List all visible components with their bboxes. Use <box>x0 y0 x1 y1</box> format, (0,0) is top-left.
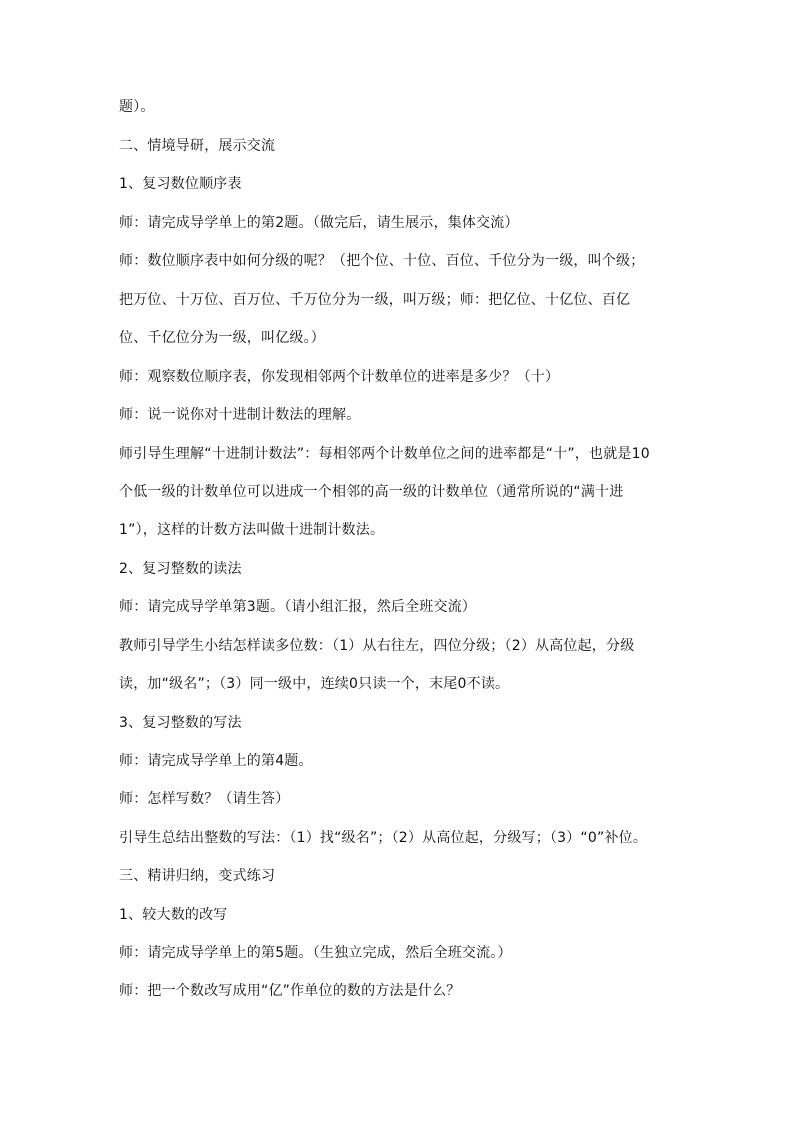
subsection-heading: 3、复习整数的写法 <box>119 715 242 731</box>
text-line: 个低一级的计数单位可以进成一个相邻的高一级的计数单位（通常所说的“满十进 <box>119 484 624 500</box>
text-line: 师：请完成导学单第3题。（请小组汇报，然后全班交流） <box>119 599 477 615</box>
text-line: 师：数位顺序表中如何分级的呢？（把个位、十位、百位、千位分为一级，叫个级； <box>119 253 645 269</box>
text-line: 把万位、十万位、百万位、千万位分为一级，叫万级；师：把亿位、十亿位、百亿 <box>119 292 631 308</box>
text-line: 题）。 <box>119 99 155 115</box>
text-line: 教师引导学生小结怎样读多位数：（1）从右往左，四位分级；（2）从高位起，分级 <box>119 638 635 654</box>
text-line: 引导生总结出整数的写法：（1）找“级名”；（2）从高位起，分级写；（3）“0”补位。 <box>119 830 648 846</box>
text-line: 师：把一个数改写成用“亿”作单位的数的方法是什么？ <box>119 983 461 999</box>
text-line: 位、千亿位分为一级，叫亿级。） <box>119 330 325 346</box>
subsection-heading: 1、较大数的改写 <box>119 907 228 923</box>
text-line: 读，加“级名”；（3）同一级中，连续0只读一个，末尾0不读。 <box>119 676 510 692</box>
text-line: 师：说一说你对十进制计数法的理解。 <box>119 407 361 423</box>
section-heading: 二、情境导研，展示交流 <box>119 138 276 154</box>
text-line: 师：请完成导学单上的第5题。（生独立完成，然后全班交流。） <box>119 945 512 961</box>
text-line: 1”），这样的计数方法叫做十进制计数法。 <box>119 522 385 538</box>
text-line: 师：观察数位顺序表，你发现相邻两个计数单位的进率是多少？（十） <box>119 369 560 385</box>
text-line: 师引导生理解“十进制计数法”：每相邻两个计数单位之间的进率都是“十”，也就是10 <box>119 446 650 462</box>
text-line: 师：请完成导学单上的第4题。 <box>119 753 313 769</box>
text-line: 师：请完成导学单上的第2题。（做完后，请生展示，集体交流） <box>119 215 519 231</box>
subsection-heading: 1、复习数位顺序表 <box>119 176 242 192</box>
text-line: 师：怎样写数？（请生答） <box>119 791 290 807</box>
section-heading: 三、精讲归纳，变式练习 <box>119 868 276 884</box>
subsection-heading: 2、复习整数的读法 <box>119 561 242 577</box>
